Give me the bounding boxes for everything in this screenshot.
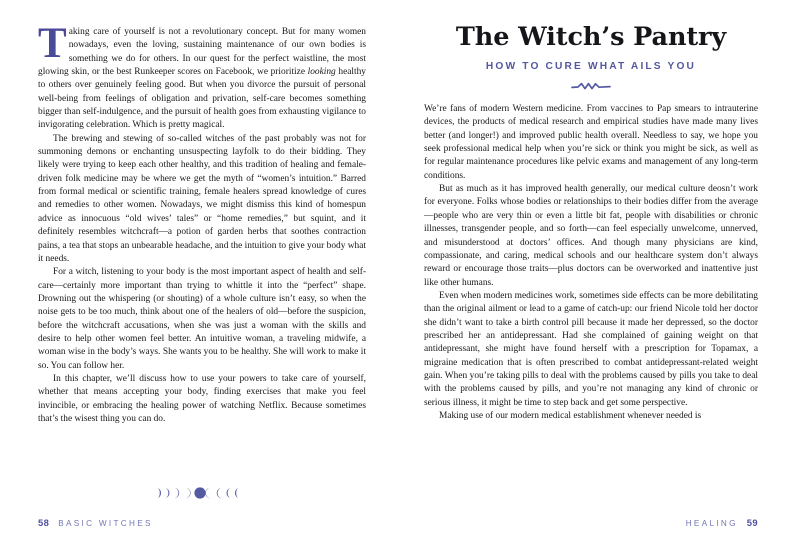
running-head-left: BASIC WITCHES	[58, 519, 153, 528]
paragraph-opening-emphasis: looking	[307, 67, 336, 78]
chapter-title: The Witch’s Pantry	[455, 22, 727, 52]
moon-phases-icon	[156, 487, 240, 499]
paragraph-side-effects: Even when modern medicines work, sometimes side effects can be more debilitating than the original ailment or lead to a game of catch-up: our friend Nicole told her doctor she didn’t want to take a birth control pill because it made her depressed, so the doctor prescribed her an antidepressant. Had she complained of gaining weight on that antidepressant, she might have found herself with a prescription for Topamax, a migraine medication that is often prescribed to combat antidepressant-related weight gain. When you’re taking pills to deal with the problems caused by pills you take to deal with the problems caused by pills, and you’re not managing any kind of chronic or serious illness, it might be time to step back and get some perspective.	[424, 290, 758, 408]
squiggle-ornament-wrapper	[424, 81, 758, 91]
right-page	[396, 0, 792, 540]
left-page-body	[38, 20, 366, 426]
paragraph-medical-culture: But as much as it has improved health generally, our medical culture deosn’t work for everyone. Folks whose bodies or relationships to their bodies differ from the average—people who are very thin or even a little bit fat, people with disabilities or chronic illnesses, transgender people, and so forth—can feel especially unwelcome, unnerved, and misunderstood at doctors’ offices. And though many physicians are kind, compassionate, and caring, medical schools and our healthcare system don’t always reward or encourage those traits—plus doctors can be overworked and inattentive just like other humans.	[424, 184, 758, 288]
page-number-right: 59	[746, 517, 758, 528]
running-head-right: HEALING	[685, 519, 738, 528]
right-page-body	[424, 103, 758, 423]
left-page-folio	[38, 517, 153, 528]
paragraph-listening-to-body: For a witch, listening to your body is the most important aspect of health and self-care—certainly more important than trying to whittle it into the “perfect” shape. Drowning out the whispering (or shouting) of a whole culture isn’t easy, so when the noise gets to be too much, think about one of the healers of old—before the suspicion, before the witchcraft accusations, when she was just a woman with the skills and desire to help other women feel better. An intuitive woman, a traveling midwife, a woman wise in the body’s ways. She wants you to be healthy. She will work to make it so. You can follow her.	[38, 267, 366, 371]
moon-phases-ornament	[0, 487, 396, 499]
paragraph-continued: Making use of our modern medical establishment whenever needed is	[439, 410, 702, 421]
squiggle-icon	[571, 81, 611, 91]
paragraph-chapter-preview: In this chapter, we’ll discuss how to use your powers to take care of yourself, whether that means accepting your body, finding exercises that make you feel invincible, or embracing the healing power of watching Netflix. Because sometimes that’s the wisest thing you can do.	[38, 373, 366, 424]
paragraph-opening	[38, 20, 366, 133]
paragraph-brewing-stewing: The brewing and stewing of so-called witches of the past probably was not for summoning demons or enchanting unsuspecting layfolk to do their bidding. They likely were trying to keep each other healthy, and this tradition of healing and female-driven folk medicine may be where we get the myth of “women’s intuition.” Barred from formal medical or scientific training, female healers spread knowledge of cures and remedies to other women. Nowadays, we might dismiss this kind of homespun advice as innocuous “old wives’ tales” or “home remedies,” but squint, and it definitely resembles witchcraft—a potion of garden herbs that soothes contraction pains, a tea that stops an unbearable headache, and the intuition to give your body what it needs.	[38, 133, 366, 264]
paragraph-opening-text-after: healthy to others over genuinely feeling good. But when you divorce the pursuit of personal well-being from feelings of obligation and privation, self-care becomes something bigger than self-indulgence, and the pursuit of health goes from exhausting vigilance to invigorating celebration. Which is pretty magical.	[38, 67, 366, 131]
chapter-subtitle: HOW TO CURE WHAT AILS YOU	[485, 61, 697, 73]
page-number-left: 58	[38, 517, 50, 528]
drop-cap-letter: T	[38, 20, 67, 67]
paragraph-modern-medicine: We’re fans of modern Western medicine. From vaccines to Pap smears to intrauterine devices, the products of medical research and empirical studies have made many lives better (and longer!) and improved public health overall. Needless to say, we hope you seek professional medical help when you’re sick or think you might be sick, as well as for regular maintenance procedures like pelvic exams and management of any long-term conditions.	[424, 104, 758, 181]
paragraph-opening-text-before: aking care of yourself is not a revolutionary concept. But for many women nowadays, even the loving, sustaining maintenance of our own bodies is something we do for others. In our quest for the perfect waistline, the most glowing skin, or the best Runkeeper scores on Facebook, we prioritize	[38, 27, 366, 78]
right-page-folio	[686, 517, 758, 528]
